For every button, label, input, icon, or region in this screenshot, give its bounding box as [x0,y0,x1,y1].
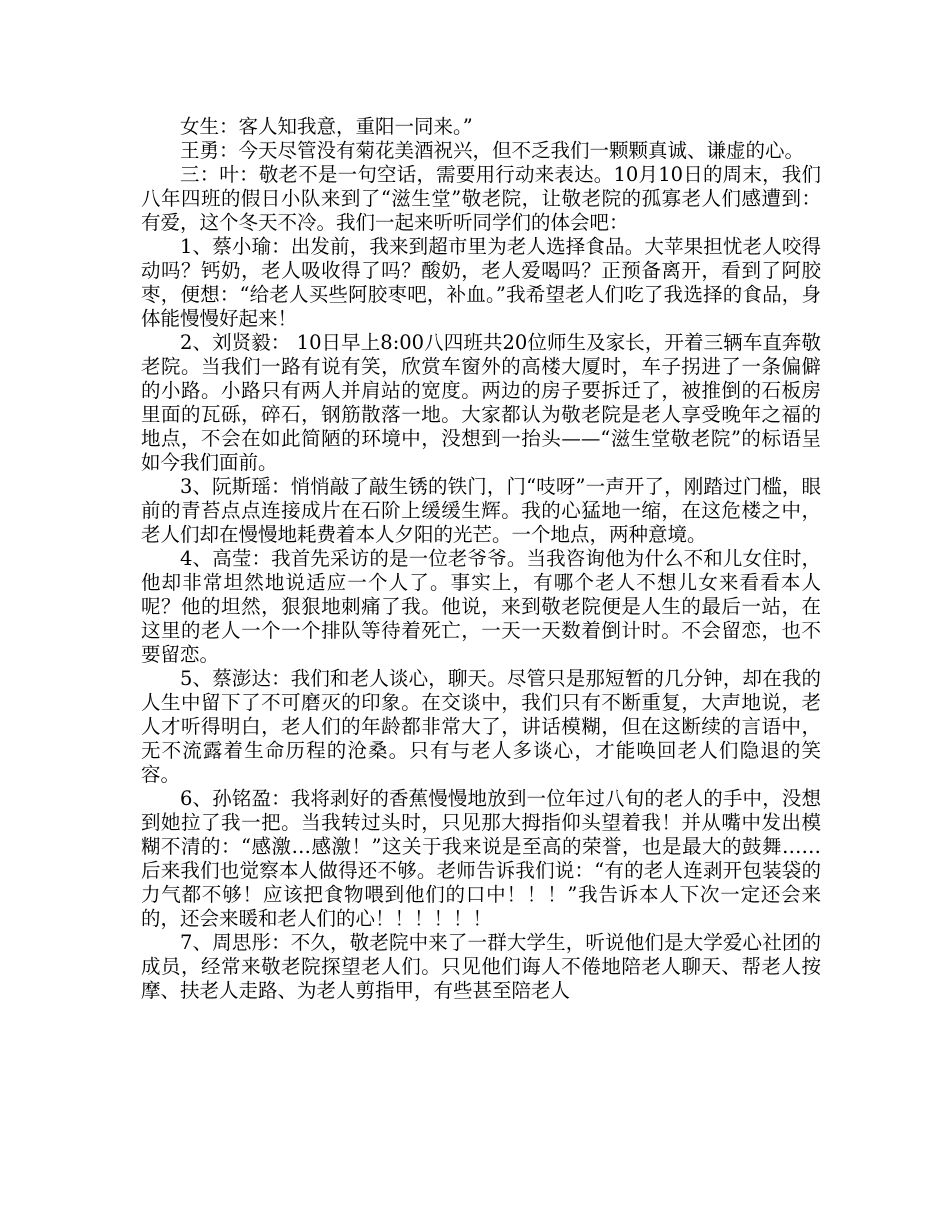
paragraph-7: 4、高莹：我首先采访的是一位老爷爷。当我咨询他为什么不和儿女住时，他却非常坦然地说适应一个人了。事实上，有哪个老人不想儿女来看看本人呢？他的坦然，狠狠地刺痛了我。他说，来到敬老院便是人生的最后一站，在这里的老人一个一个排队等待着死亡，一天一天数着倒计时。不会留恋，也不要留恋。 [141,547,821,666]
paragraph-3: 三：叶：敬老不是一句空话，需要用行动来表达。10月10日的周末，我们八年四班的假日小队来到了“滋生堂”敬老院，让敬老院的孤寡老人们感遭到：有爱，这个冬天不冷。我们一起来听听同学们的体会吧： [141,163,821,234]
paragraph-4: 1、蔡小瑜：出发前，我来到超市里为老人选择食品。大苹果担忧老人咬得动吗？钙奶，老人吸收得了吗？酸奶，老人爱喝吗？正预备离开，看到了阿胶枣，便想：“给老人买些阿胶枣吧，补血。”我希望老人们吃了我选择的食品，身体能慢慢好起来！ [141,235,821,330]
paragraph-8: 5、蔡澎达：我们和老人谈心，聊天。尽管只是那短暂的几分钟，却在我的人生中留下了不可磨灭的印象。在交谈中，我们只有不断重复，大声地说，老人才听得明白，老人们的年龄都非常大了，讲话模糊，但在这断续的言语中，无不流露着生命历程的沧桑。只有与老人多谈心，才能唤回老人们隐退的笑容。 [141,667,821,786]
paragraph-1: 女生：客人知我意，重阳一同来。” [180,115,473,138]
paragraph-10: 7、周思彤：不久，敬老院中来了一群大学生，听说他们是大学爱心社团的成员，经常来敬老院探望老人们。只见他们诲人不倦地陪老人聊天、帮老人按摩、扶老人走路、为老人剪指甲，有些甚至陪老人 [141,931,821,1002]
paragraph-9: 6、孙铭盈：我将剥好的香蕉慢慢地放到一位年过八旬的老人的手中，没想到她拉了我一把。当我转过头时，只见那大拇指仰头望着我！并从嘴中发出模糊不清的：“感激…感激！”这关于我来说是至高的荣誉，也是最大的鼓舞……后来我们也觉察本人做得还不够。老师告诉我们说：“有的老人连剥开包装袋的力气都不够！应该把食物喂到他们的口中！！！”我告诉本人下次一定还会来的，还会来暖和老人们的心！！！！！！ [141,787,821,930]
paragraph-2: 王勇：今天尽管没有菊花美酒祝兴，但不乏我们一颗颗真诚、谦虚的心。 [180,139,805,162]
paragraph-5: 2、刘贤毅： 10日早上8:00八四班共20位师生及家长，开着三辆车直奔敬老院。当我们一路有说有笑，欣赏车窗外的高楼大厦时，车子拐进了一条偏僻的小路。小路只有两人并肩站的宽度。两边的房子要拆迁了，被推倒的石板房里面的瓦砾，碎石，钢筋散落一地。大家都认为敬老院是老人享受晚年之福的地点，不会在如此简陋的环境中，没想到一抬头——“滋生堂敬老院”的标语呈如今我们面前。 [141,331,821,474]
document-body [141,115,821,1003]
paragraph-6: 3、阮斯瑶：悄悄敲了敲生锈的铁门，门“吱呀”一声开了，刚踏过门槛，眼前的青苔点点连接成片在石阶上缓缓生辉。我的心猛地一缩，在这危楼之中，老人们却在慢慢地耗费着本人夕阳的光芒。一个地点，两种意境。 [141,475,821,546]
